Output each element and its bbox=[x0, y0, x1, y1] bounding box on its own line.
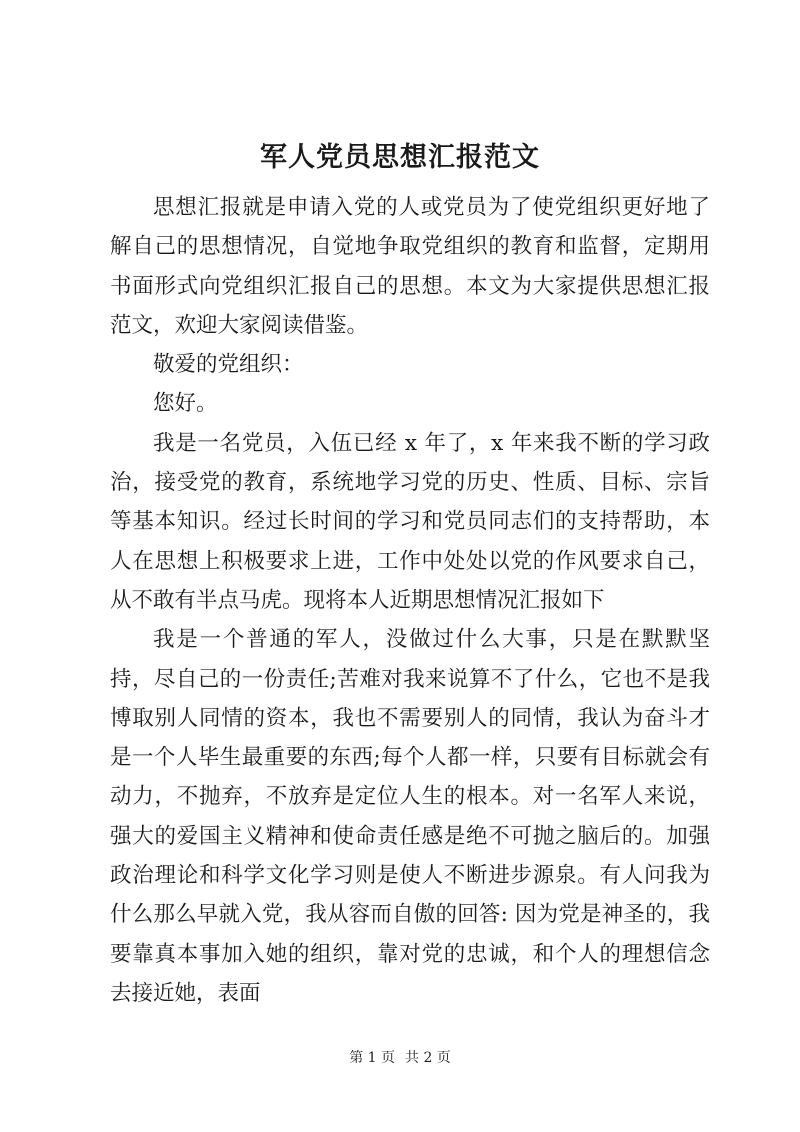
page-footer bbox=[0, 1048, 800, 1068]
paragraph-main-body: 我是一个普通的军人，没做过什么大事，只是在默默坚持，尽自己的一份责任;苦难对我来说算不了什么，它也不是我博取别人同情的资本，我也不需要别人的同情，我认为奋斗才是一个人毕生最重要的东西;每个人都一样，只要有目标就会有动力，不抛弃，不放弃是定位人生的根本。对一名军人来说，强大的爱国主义精神和使命责任感是绝不可抛之脑后的。加强政治理论和科学文化学习则是使人不断进步源泉。有人问我为什么那么早就入党，我从容而自傲的回答: 因为党是神圣的，我要靠真本事加入她的组织，靠对党的忠诚，和个人的理想信念去接近她，表面 bbox=[110, 627, 710, 1006]
paragraph-intro: 思想汇报就是申请入党的人或党员为了使党组织更好地了解自己的思想情况，自觉地争取党组织的教育和监督，定期用书面形式向党组织汇报自己的思想。本文为大家提供思想汇报范文，欢迎大家阅读借鉴。 bbox=[110, 195, 710, 338]
paragraph-greeting: 您好。 bbox=[153, 391, 218, 417]
paragraph-self-introduction: 我是一名党员，入伍已经 x 年了，x 年来我不断的学习政治，接受党的教育，系统地学习党的历史、性质、目标、宗旨等基本知识。经过长时间的学习和党员同志们的支持帮助，本人在思想上积极要求上进，工作中处处以党的作风要求自己，从不敢有半点马虎。现将本人近期思想情况汇报如下 bbox=[110, 430, 710, 613]
document-body bbox=[110, 188, 710, 1013]
page-total: 共 2 页 bbox=[405, 1050, 451, 1066]
page-number: 第 1 页 bbox=[349, 1050, 395, 1066]
paragraph-salutation: 敬爱的党组织： bbox=[153, 352, 304, 378]
document-title: 军人党员思想汇报范文 bbox=[260, 142, 540, 173]
